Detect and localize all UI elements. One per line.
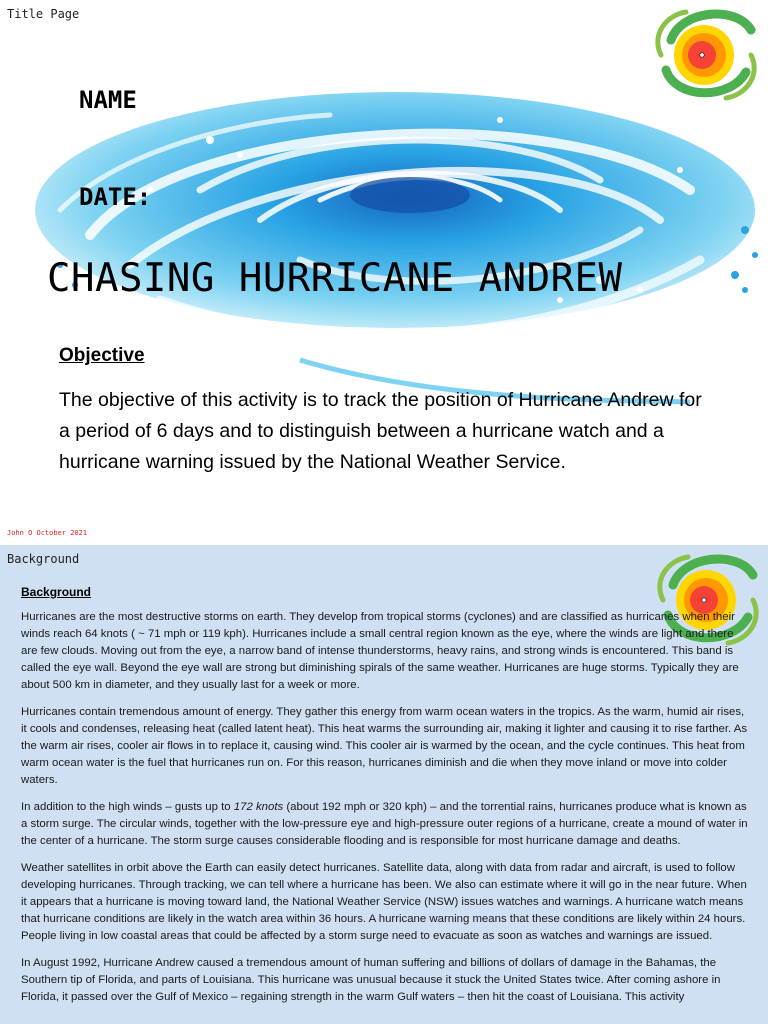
paragraph-1: Hurricanes are the most destructive storms on earth. They develop from tropical storms (cyclones) and are classified as hurricanes when their winds reach 64 knots ( ~ 71 mph or 119 kph). Hurricanes include a small central region known as the eye, where the winds are light and there are few clouds. Moving out from the eye, a narrow band of intense thunderstorms, heavy rains, and strong winds is encountered. This band is called the eye wall. Beyond the eye wall are strong but diminishing spirals of the same weather. Hurricanes are huge storms. Typically they are about 500 km in diameter, and they usually last for a week or more.: [21, 611, 739, 691]
background-heading: Background: [21, 585, 92, 599]
paragraph-3-start: In addition to the high winds – gusts up to: [21, 801, 234, 813]
background-slide: [0, 545, 768, 1024]
objective-text: The objective of this activity is to track the position of Hurricane Andrew for a period of 6 days and to distinguish between a hurricane watch and a hurricane warning issued by the National Weather Service.: [59, 389, 702, 473]
author-footer: John O October 2021: [7, 529, 88, 537]
paragraph-4: Weather satellites in orbit above the Earth can easily detect hurricanes. Satellite data, along with data from radar and aircraft, is used to follow developing hurricanes. Through tracking, we can tell where a hurricane has been. We also can estimate where it will go in the near future. When it appears that a hurricane is moving toward land, the National Weather Service (NSW) issues watches and warnings. A hurricane watch means that hurricane conditions are likely in the watch area within 36 hours. A hurricane warning means that these conditions are likely within 24 hours. People living in low coastal areas that could be affected by a storm surge need to evacuate as soon as watches and warnings are issued.: [21, 862, 747, 942]
slide-label: Background: [7, 552, 80, 566]
paragraph-3-emphasis: 172 knots: [233, 801, 284, 813]
page-title: CHASING HURRICANE ANDREW: [47, 256, 623, 301]
paragraph-2: Hurricanes contain tremendous amount of energy. They gather this energy from warm ocean waters in the tropics. As the warm, humid air rises, it cools and condenses, releasing heat (called latent heat). This heat warms the surrounding air, making it lighter and causing it to rise farther. As the warm air rises, cooler air flows in to replace it, causing wind. This cooler air is warmed by the ocean, and the cycle continues. This heat from warm ocean water is the fuel that hurricanes run on. For this reason, hurricanes diminish and die when they move inland or move into colder waters.: [21, 706, 748, 786]
background-body: [21, 609, 751, 1016]
objective-heading: Objective: [59, 345, 145, 366]
paragraph-5: In August 1992, Hurricane Andrew caused a tremendous amount of human suffering and billions of dollars of damage in the Bahamas, the Southern tip of Florida, and parts of Louisiana. This hurricane was unusual because it stuck the United States twice. After coming ashore in Florida, it passed over the Gulf of Mexico – regaining strength in the warm Gulf waters – then hit the coast of Louisiana. This activity: [21, 957, 721, 1003]
slide-label: Title Page: [7, 7, 80, 21]
name-label: NAME: [79, 86, 137, 114]
paragraph-3: [21, 799, 751, 850]
date-label: DATE:: [79, 183, 152, 211]
paragraph-3-end: (about 192 mph or 320 kph) – and the torrential rains, hurricanes produce what is known as a storm surge. The circular winds, together with the low-pressure eye and high-pressure outer regions of a hurricane, create a mound of water in the center of a hurricane. The storm surge causes considerable flooding and is responsible for most hurricane damage and deaths.: [21, 801, 748, 847]
hurricane-satellite-icon: [646, 0, 766, 108]
